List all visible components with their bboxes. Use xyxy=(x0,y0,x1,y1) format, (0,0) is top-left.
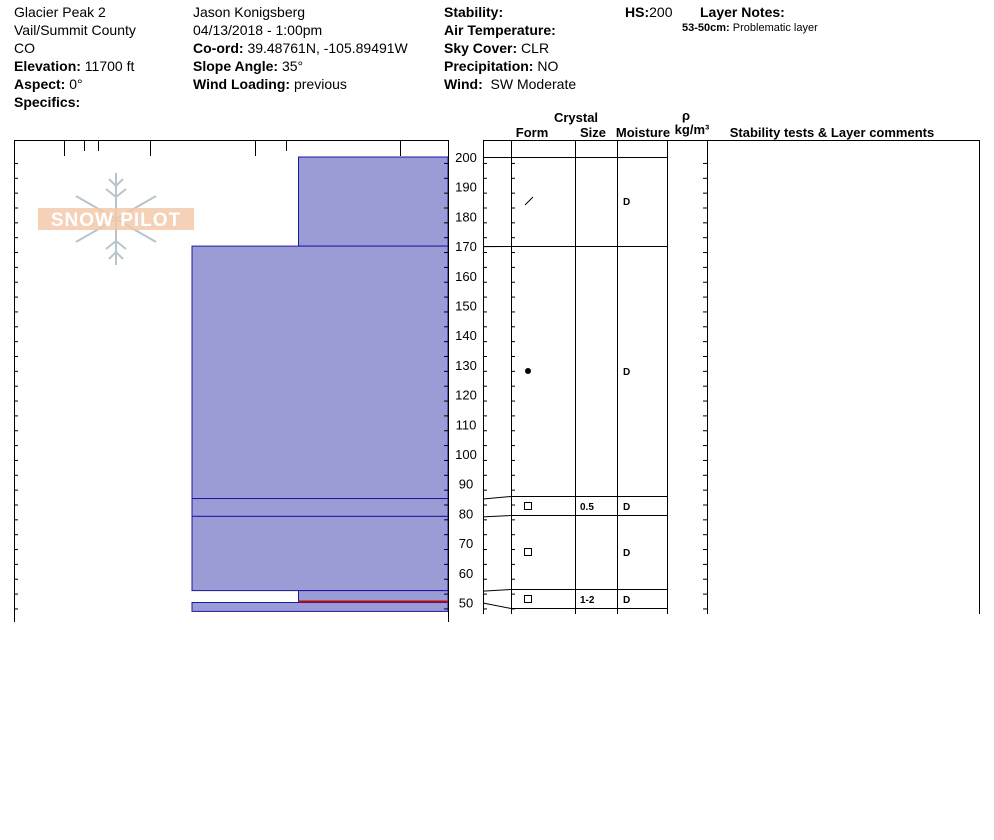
site-name: Glacier Peak 2 xyxy=(14,4,106,20)
moisture-cell: D xyxy=(623,197,631,208)
moisture-cell: D xyxy=(623,595,631,606)
size-cell: 1-2 xyxy=(580,595,595,606)
height-tick-label: 50 xyxy=(458,595,474,611)
hardness-bar-1 xyxy=(192,246,448,498)
form-symbol-slash xyxy=(525,197,533,205)
height-tick-label: 150 xyxy=(455,298,477,314)
height-tick-label: 200 xyxy=(455,150,477,165)
sky-cover: Sky Cover: CLR xyxy=(444,40,550,56)
height-tick-label: 80 xyxy=(458,506,474,522)
rho-header: ρ xyxy=(681,108,691,123)
layer-notes-title: Layer Notes: xyxy=(700,4,785,20)
moisture-cell: D xyxy=(623,502,631,513)
height-tick-label: 100 xyxy=(455,447,477,462)
height-tick-label: 160 xyxy=(455,268,477,284)
form-symbol-dot xyxy=(525,368,531,374)
specifics: Specifics: xyxy=(14,94,81,110)
wind: Wind: SW Moderate xyxy=(444,76,577,92)
aspect: Aspect: 0° xyxy=(14,76,83,92)
density-unit-header: kg/m³ xyxy=(674,122,710,137)
stability-header: Stability tests & Layer comments xyxy=(729,125,935,140)
height-tick-label: 90 xyxy=(458,476,474,492)
form-symbol-square xyxy=(525,549,532,556)
height-tick-label: 70 xyxy=(458,536,474,552)
observer-name: Jason Konigsberg xyxy=(193,4,306,20)
site-state: CO xyxy=(14,40,35,56)
form-symbol-square xyxy=(525,596,532,603)
elevation: Elevation: 11700 ft xyxy=(14,58,135,74)
height-tick-label: 130 xyxy=(455,357,477,373)
stability: Stability: xyxy=(444,4,504,20)
size-header: Size xyxy=(579,125,607,140)
moisture-cell: D xyxy=(623,548,631,559)
observation-datetime: 04/13/2018 - 1:00pm xyxy=(193,22,323,38)
layer-table-frame xyxy=(483,140,980,614)
slope-angle: Slope Angle: 35° xyxy=(193,58,304,74)
height-tick-label: 140 xyxy=(455,328,477,344)
hardness-bars xyxy=(192,157,448,611)
height-tick-label: 110 xyxy=(455,417,477,433)
air-temperature: Air Temperature: xyxy=(444,22,556,38)
moisture-cell: D xyxy=(623,367,631,378)
height-tick-label: 170 xyxy=(455,239,477,255)
hardness-bar-2 xyxy=(192,499,448,517)
moisture-header: Moisture xyxy=(615,125,671,140)
height-tick-label: 120 xyxy=(455,387,477,403)
logo-text: SNOW PILOT xyxy=(50,210,182,231)
crystal-header: Crystal xyxy=(553,110,599,125)
form-header: Form xyxy=(515,125,549,140)
size-cell: 0.5 xyxy=(580,502,594,513)
hardness-bar-3 xyxy=(192,516,448,590)
hardness-bar-0 xyxy=(299,157,448,246)
hardness-bar-5 xyxy=(192,603,448,612)
layer-note-item: 53-50cm: Problematic layer xyxy=(682,22,818,34)
hs-value: HS:200 xyxy=(625,4,673,20)
wind-loading: Wind Loading: previous xyxy=(193,76,347,92)
site-region: Vail/Summit County xyxy=(14,22,136,38)
form-symbol-square xyxy=(525,503,532,510)
snowpilot-logo xyxy=(38,173,194,265)
precipitation: Precipitation: NO xyxy=(444,58,559,74)
height-tick-label: 190 xyxy=(455,179,477,195)
height-tick-label: 60 xyxy=(458,565,474,581)
height-tick-label: 180 xyxy=(455,209,477,225)
coordinates: Co-ord: 39.48761N, -105.89491W xyxy=(193,40,408,56)
